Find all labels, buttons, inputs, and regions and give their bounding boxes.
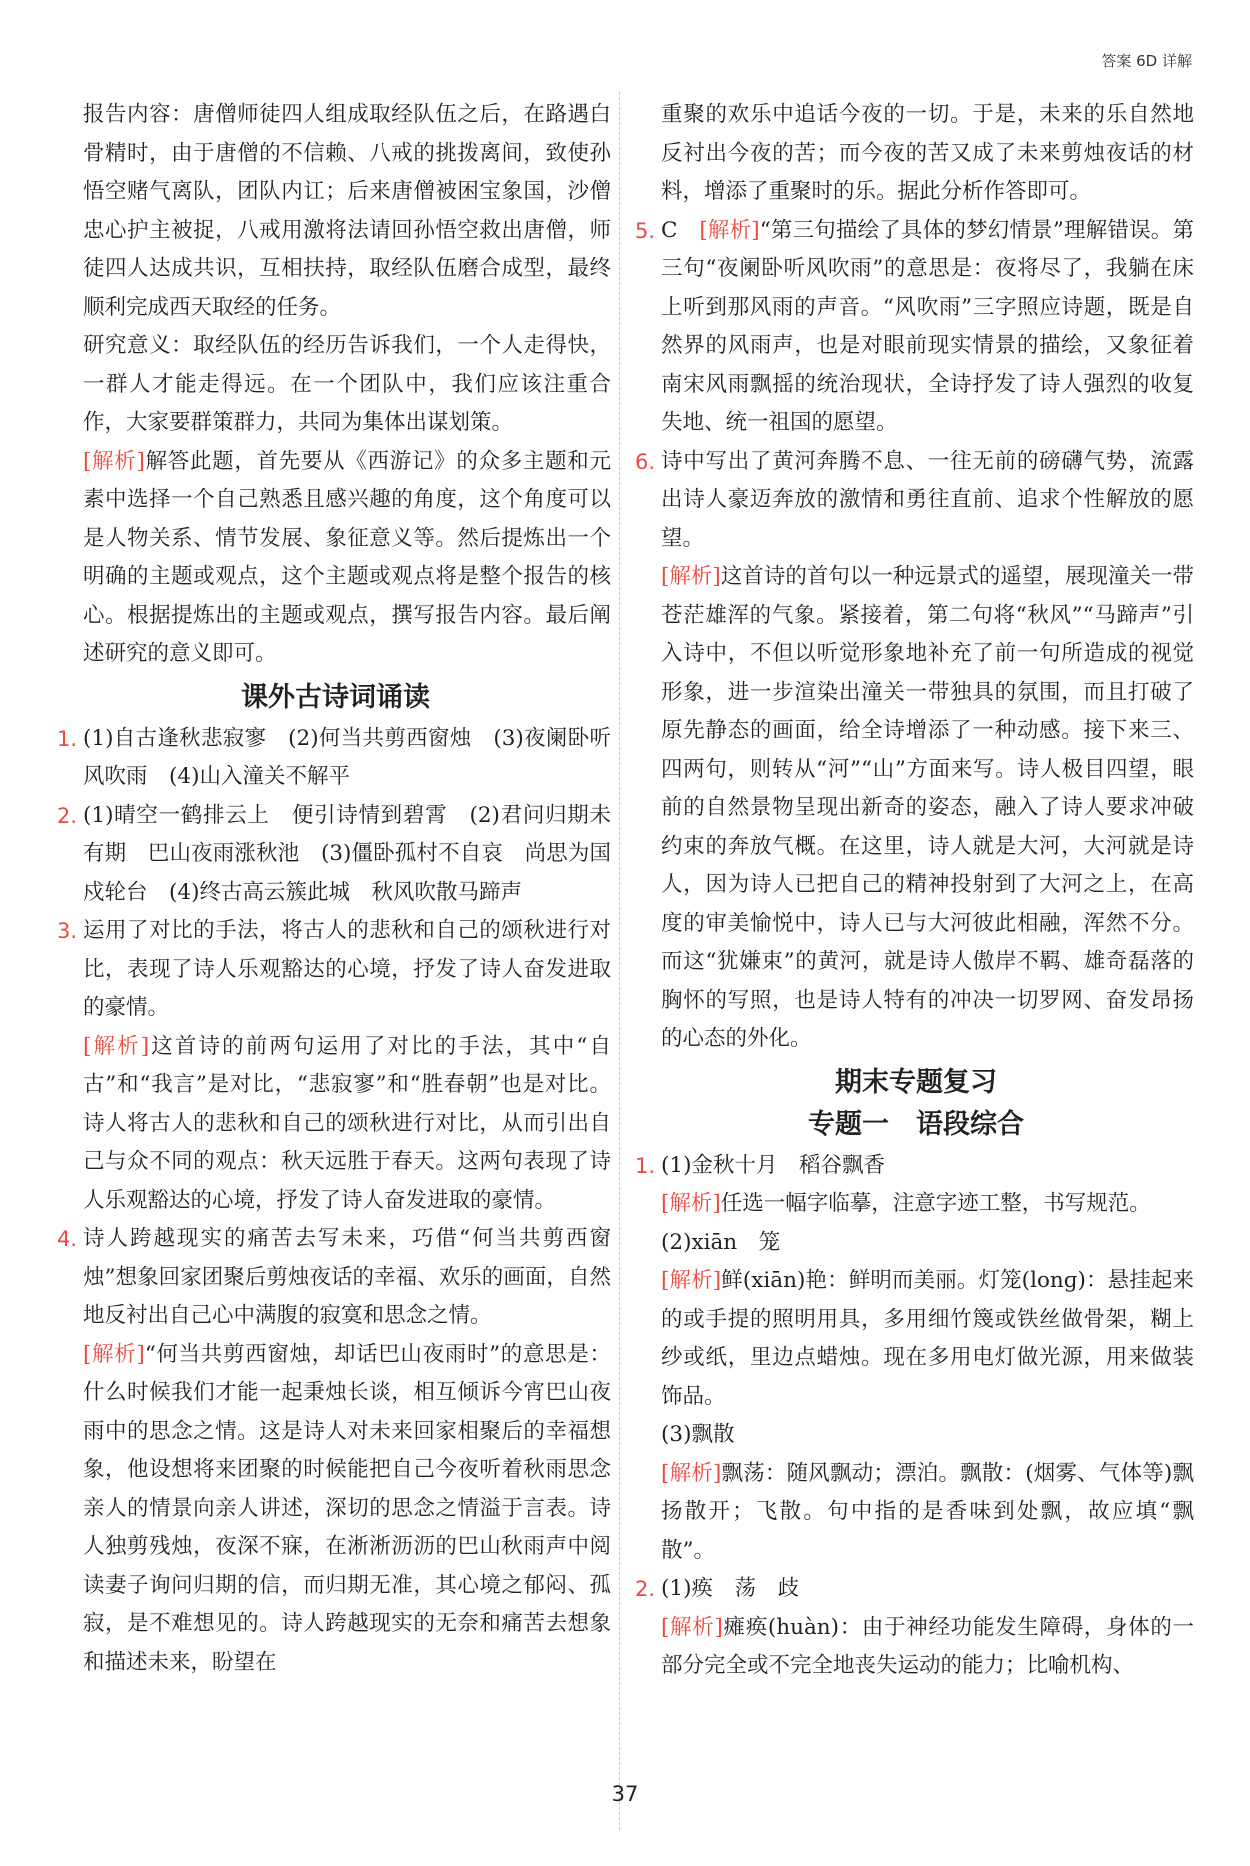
answer-part: (2)xiān 笼	[661, 1229, 781, 1255]
answer-item	[57, 1220, 611, 1336]
analysis-tag: [解析]	[661, 1191, 721, 1216]
analysis-text: 飘荡：随风飘动；漂泊。飘散：(烟雾、气体等)飘扬散开；飞散。句中指的是香味到处飘，故应填“飘散”。	[661, 1460, 1195, 1563]
analysis-text: “第三句描绘了具体的梦幻情景”理解错误。第三句“夜阑卧听风吹雨”的意思是：夜将尽了，我躺在床上听到那风雨的声音。“风吹雨”三字照应诗题，既是自然界的风雨声，也是对眼前现实情景的描绘，又象征着南宋风雨飘摇的统治现状，全诗抒发了诗人强烈的收复失地、统一祖国的愿望。	[661, 217, 1195, 435]
answer-text: 运用了对比的手法，将古人的悲秋和自己的颂秋进行对比，表现了诗人乐观豁达的心境，抒发了诗人奋发进取的豪情。	[83, 918, 611, 1020]
item-number: 3.	[57, 919, 78, 943]
analysis-text: 任选一幅字临摹，注意字迹工整，书写规范。	[720, 1191, 1151, 1216]
answer-text: (1)自古逢秋悲寂寥 (2)何当共剪西窗烛 (3)夜阑卧听风吹雨 (4)山入潼关不解平	[83, 725, 611, 789]
analysis-tag: [解析]	[83, 1341, 145, 1367]
item-number: 4.	[57, 1227, 78, 1251]
answer-text: (1)金秋十月 稻谷飘香	[661, 1152, 885, 1178]
analysis-block	[638, 1262, 1194, 1416]
answer-item	[635, 1570, 1194, 1609]
analysis-tag: [解析]	[661, 564, 721, 589]
answer-text: 诗中写出了黄河奔腾不息、一往无前的磅礴气势，流露出诗人豪迈奔放的激情和勇往直前、追求个性解放的愿望。	[661, 448, 1194, 551]
subsection-title: 专题一 语段综合	[808, 1108, 1024, 1140]
answer-text: 诗人跨越现实的痛苦去写未来，巧借“何当共剪西窗烛”想象回家团聚后剪烛夜话的幸福、欢乐的画面，自然地反衬出自己心中满腹的寂寞和思念之情。	[83, 1226, 611, 1328]
analysis-block	[638, 558, 1194, 1059]
section-title: 期末专题复习	[835, 1066, 997, 1098]
column-divider	[619, 92, 620, 1830]
answer-choice: C	[661, 217, 700, 243]
answer-text: (1)痪 荡 歧	[661, 1576, 799, 1601]
answer-part: (3)飘散	[661, 1422, 735, 1447]
answer-item	[635, 1147, 1194, 1186]
answer-item	[57, 912, 611, 1028]
analysis-tag: [解析]	[83, 448, 145, 474]
analysis-tag: [解析]	[661, 1460, 722, 1486]
page-header: 答案 6D 详解	[1101, 52, 1192, 70]
left-column	[57, 96, 611, 1682]
analysis-block	[638, 1609, 1194, 1686]
page-number: 37	[611, 1782, 639, 1806]
analysis-block	[60, 1028, 611, 1221]
continued-text: 重聚的欢乐中追话今夜的一切。于是，未来的乐自然地反衬出今夜的苦；而今夜的苦又成了未来剪烛夜话的材料，增添了重聚时的乐。据此分析作答即可。	[661, 102, 1194, 204]
item-number: 2.	[635, 1577, 656, 1601]
analysis-tag: [解析]	[699, 217, 760, 243]
analysis-text: 鲜(xiān)艳：鲜明而美丽。灯笼(lonɡ)：悬挂起来的或手提的照明用具，多用细竹篾或铁丝做骨架，糊上纱或纸，里边点蜡烛。现在多用电灯做光源，用来做装饰品。	[661, 1268, 1195, 1409]
right-column	[635, 96, 1195, 1686]
analysis-text: “何当共剪西窗烛，却话巴山夜雨时”的意思是：什么时候我们才能一起秉烛长谈，相互倾诉今宵巴山夜雨中的思念之情。这是诗人对未来回家相聚后的幸福想象，他设想将来团聚的时候能把自己今夜听着秋雨思念亲人的情景向亲人讲述，深切的思念之情溢于言表。诗人独剪残烛，夜深不寐，在淅淅沥沥的巴山秋雨声中阅读妻子询问归期的信，而归期无准，其心境之郁闷、孤寂，是不难想见的。诗人跨越现实的无奈和痛苦去想象和描述未来，盼望在	[83, 1341, 611, 1675]
analysis-block	[638, 1185, 1194, 1224]
item-number: 5.	[635, 218, 656, 243]
analysis-text: 这首诗的前两句运用了对比的手法，其中“自古”和“我言”是对比，“悲寂寥”和“胜春朝”也是对比。诗人将古人的悲秋和自己的颂秋进行对比，从而引出自己与众不同的观点：秋天远胜于春天。这两句表现了诗人乐观豁达的心境，抒发了诗人奋发进取的豪情。	[83, 1033, 611, 1213]
analysis-block	[60, 443, 611, 674]
analysis-block	[60, 1336, 611, 1683]
answer-item	[57, 720, 611, 797]
analysis-tag: [解析]	[661, 1614, 723, 1640]
answer-item	[635, 212, 1195, 443]
answer-item	[635, 443, 1194, 559]
item-number: 1.	[57, 726, 78, 751]
answer-item	[57, 797, 611, 913]
analysis-block	[638, 1455, 1194, 1571]
analysis-text: 瘫痪(huàn)：由于神经功能发生障碍，身体的一部分完全或不完全地丧失运动的能力；比喻机构、	[661, 1614, 1195, 1678]
item-number: 2.	[57, 803, 78, 828]
research-significance: 研究意义：取经队伍的经历告诉我们，一个人走得快，一群人才能走得远。在一个团队中，我们应该注重合作，大家要群策群力，共同为集体出谋划策。	[83, 333, 611, 435]
section-title: 课外古诗词诵读	[241, 681, 430, 713]
item-number: 6.	[635, 449, 656, 474]
analysis-text: 这首诗的首句以一种远景式的遥望，展现潼关一带苍茫雄浑的气象。紧接着，第二句将“秋风”“马蹄声”引入诗中，不但以听觉形象地补充了前一句所造成的视觉形象，进一步渲染出潼关一带独具的氛围，而且打破了原先静态的画面，给全诗增添了一种动感。接下来三、四两句，则转从“河”“山”方面来写。诗人极目四望，眼前的自然景物呈现出新奇的姿态，融入了诗人要求冲破约束的奔放气概。在这里，诗人就是大河，大河就是诗人，因为诗人已把自己的精神投射到了大河之上，在高度的审美愉悦中，诗人已与大河彼此相融，浑然不分。而这“犹嫌束”的黄河，就是诗人傲岸不羁、雄奇磊落的胸怀的写照，也是诗人特有的冲决一切罗网、奋发昂扬的心态的外化。	[661, 564, 1194, 1051]
analysis-text: 解答此题，首先要从《西游记》的众多主题和元素中选择一个自己熟悉且感兴趣的角度，这个角度可以是人物关系、情节发展、象征意义等。然后提炼出一个明确的主题或观点，这个主题或观点将是整个报告的核心。根据提炼出的主题或观点，撰写报告内容。最后阐述研究的意义即可。	[83, 448, 611, 666]
analysis-tag: [解析]	[83, 1033, 150, 1059]
item-number: 1.	[635, 1153, 656, 1178]
answer-text: (1)晴空一鹤排云上 便引诗情到碧霄 (2)君问归期未有期 巴山夜雨涨秋池 (3)僵卧孤村不自哀 尚思为国戍轮台 (4)终古高云簇此城 秋风吹散马蹄声	[83, 802, 611, 905]
report-content: 报告内容：唐僧师徒四人组成取经队伍之后，在路遇白骨精时，由于唐僧的不信赖、八戒的挑拨离间，致使孙悟空赌气离队，团队内讧；后来唐僧被困宝象国，沙僧忠心护主被捉，八戒用激将法请回孙悟空救出唐僧，师徒四人达成共识，互相扶持，取经队伍磨合成型，最终顺利完成西天取经的任务。	[83, 102, 611, 320]
analysis-tag: [解析]	[661, 1268, 722, 1293]
